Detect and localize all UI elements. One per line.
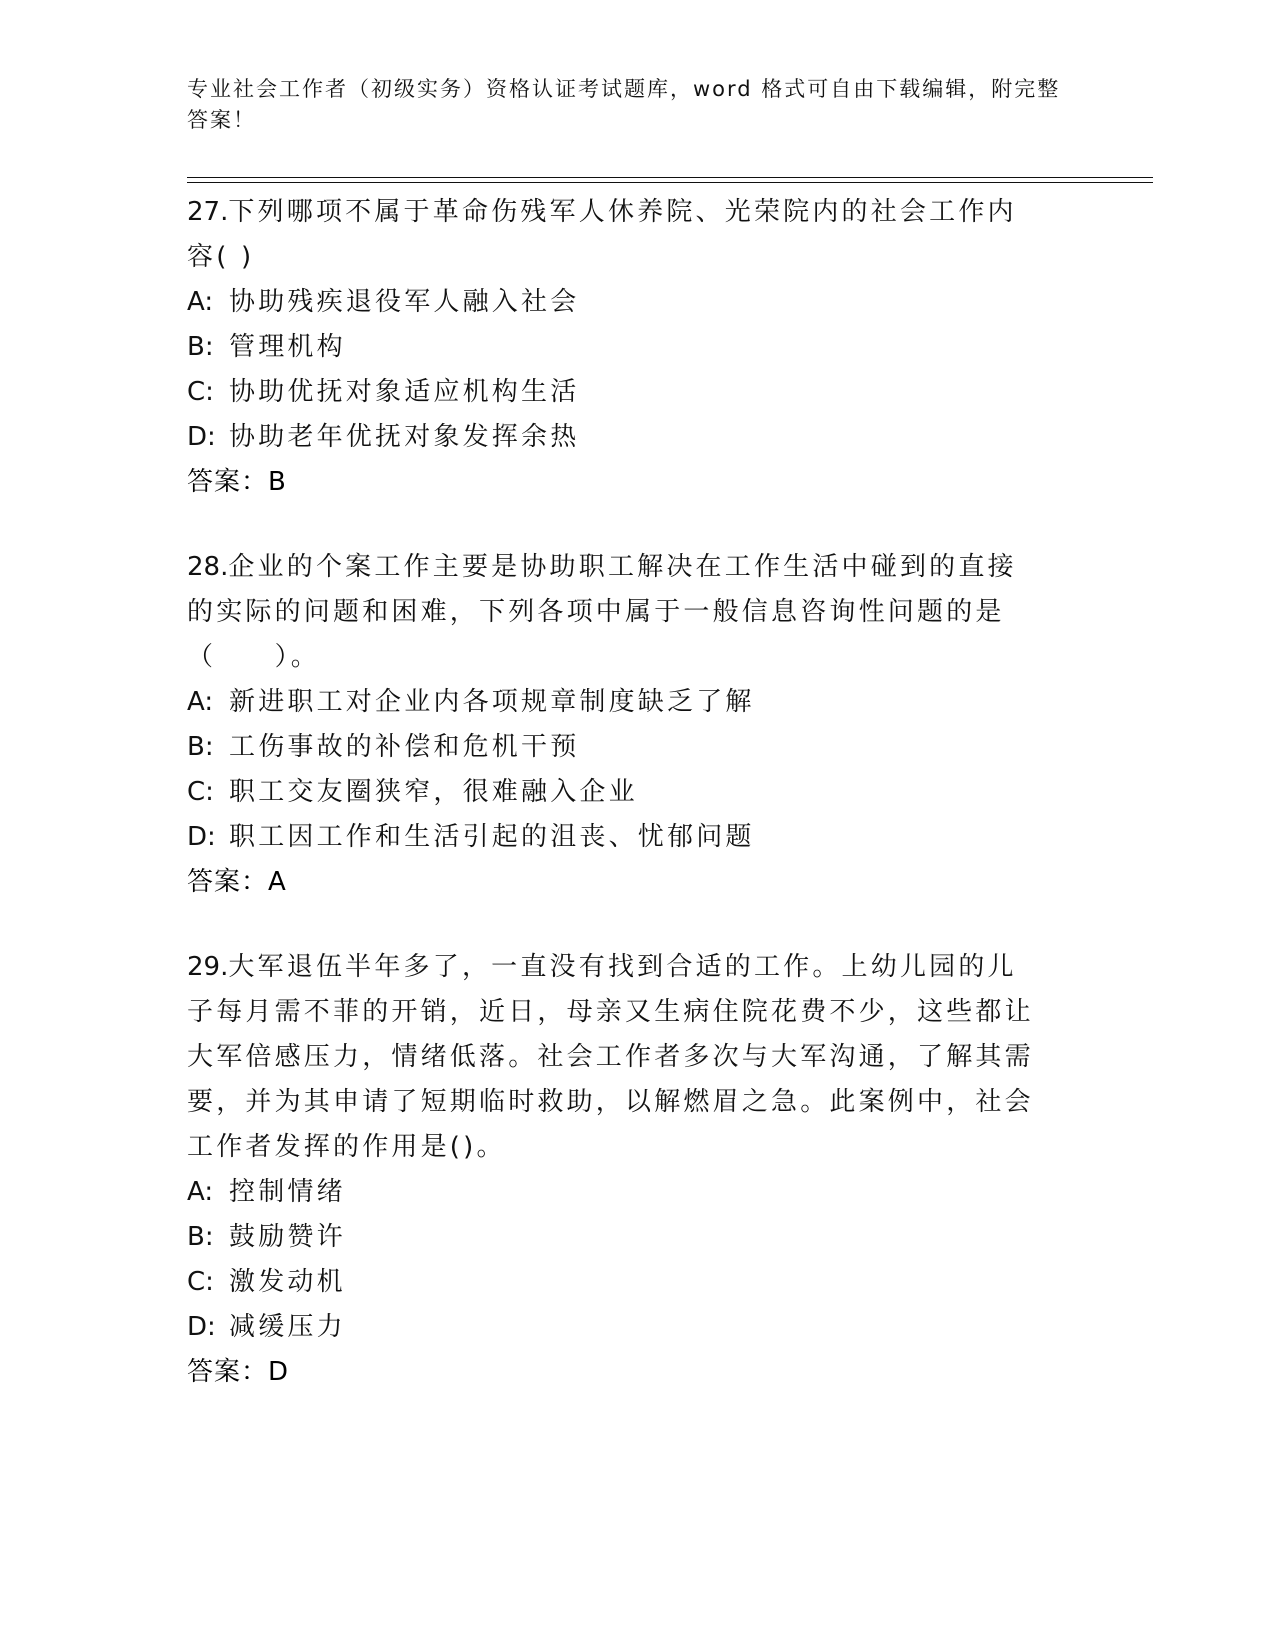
option-letter: C: (187, 1267, 214, 1297)
option-letter: D: (187, 822, 216, 852)
question-stem: 下列哪项不属于革命伤残军人休养院、光荣院内的社会工作内容( ) (187, 197, 1017, 272)
option-c (187, 370, 1087, 415)
question-stem: 企业的个案工作主要是协助职工解决在工作生活中碰到的直接的实际的问题和困难，下列各项中属于一般信息咨询性问题的是（ ）。 (187, 552, 1017, 672)
option-text: 控制情绪 (229, 1177, 346, 1207)
option-letter: D: (187, 1312, 216, 1342)
option-b (187, 325, 1087, 370)
option-text: 工伤事故的补偿和危机干预 (229, 732, 580, 762)
answer: 答案：B (187, 467, 287, 497)
option-letter: B: (187, 332, 214, 362)
question-number: 29. (187, 952, 229, 982)
question-text (187, 545, 1037, 680)
question-number: 28. (187, 552, 229, 582)
option-text: 新进职工对企业内各项规章制度缺乏了解 (229, 687, 755, 717)
option-d (187, 815, 1087, 860)
option-b (187, 725, 1087, 770)
option-text: 职工交友圈狭窄，很难融入企业 (229, 777, 638, 807)
question-list (187, 190, 1087, 1435)
question-text (187, 190, 1037, 280)
option-text: 协助残疾退役军人融入社会 (229, 287, 580, 317)
option-text: 鼓励赞许 (229, 1222, 346, 1252)
option-c (187, 1260, 1087, 1305)
option-letter: A: (187, 687, 214, 717)
option-text: 协助优抚对象适应机构生活 (229, 377, 580, 407)
option-text: 管理机构 (229, 332, 346, 362)
answer: 答案：A (187, 867, 287, 897)
option-d (187, 415, 1087, 460)
question-text (187, 945, 1037, 1170)
question-number: 27. (187, 197, 229, 227)
question-27 (187, 190, 1087, 505)
option-letter: B: (187, 1222, 214, 1252)
option-d (187, 1305, 1087, 1350)
option-a (187, 280, 1087, 325)
question-stem: 大军退伍半年多了，一直没有找到合适的工作。上幼儿园的儿子每月需不菲的开销，近日，母亲又生病住院花费不少，这些都让大军倍感压力，情绪低落。社会工作者多次与大军沟通，了解其需要，并为其申请了短期临时救助，以解燃眉之急。此案例中，社会工作者发挥的作用是()。 (187, 952, 1034, 1162)
option-b (187, 1215, 1087, 1260)
option-letter: C: (187, 377, 214, 407)
option-a (187, 680, 1087, 725)
question-28 (187, 545, 1087, 905)
option-letter: D: (187, 422, 216, 452)
answer: 答案：D (187, 1357, 290, 1387)
header-divider-top (187, 177, 1153, 178)
option-text: 激发动机 (229, 1267, 346, 1297)
option-c (187, 770, 1087, 815)
option-text: 职工因工作和生活引起的沮丧、忧郁问题 (229, 822, 755, 852)
option-letter: A: (187, 1177, 214, 1207)
option-letter: A: (187, 287, 214, 317)
header-divider-bottom (187, 182, 1153, 183)
option-text: 协助老年优抚对象发挥余热 (229, 422, 580, 452)
question-29 (187, 945, 1087, 1395)
option-letter: B: (187, 732, 214, 762)
option-letter: C: (187, 777, 214, 807)
option-text: 减缓压力 (229, 1312, 346, 1342)
option-a (187, 1170, 1087, 1215)
document-header: 专业社会工作者（初级实务）资格认证考试题库，word 格式可自由下载编辑，附完整答案！ (187, 77, 1061, 132)
